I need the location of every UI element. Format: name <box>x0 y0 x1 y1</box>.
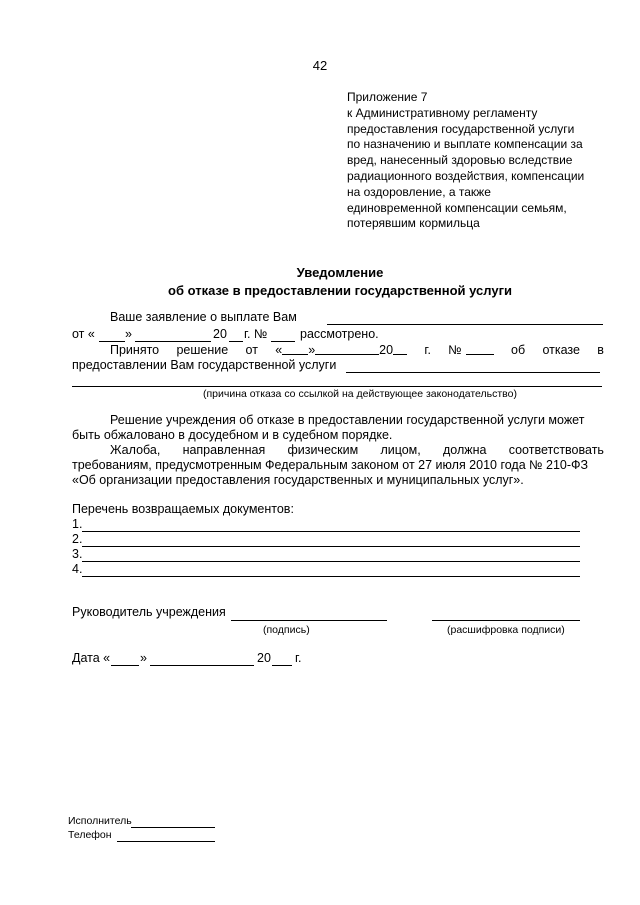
appendix-line: единовременной компенсации семьям, <box>347 200 567 215</box>
signature-decode-blank[interactable] <box>432 620 580 621</box>
doc-blank-line[interactable] <box>82 561 580 562</box>
complaint-word: соответствовать <box>508 443 604 457</box>
doc-blank-line[interactable] <box>82 576 580 577</box>
application-blank-line[interactable] <box>327 324 603 325</box>
phone-label: Телефон <box>68 829 112 841</box>
decision-word: решение <box>176 343 229 357</box>
docs-heading: Перечень возвращаемых документов: <box>72 502 294 516</box>
signature-decode-caption: (расшифровка подписи) <box>447 624 565 636</box>
complaint-word: направленная <box>182 443 266 457</box>
appendix-line: вред, нанесенный здоровью вследствие <box>347 153 573 168</box>
decision-word: № <box>448 343 462 357</box>
reason-caption: (причина отказа со ссылкой на действующее законодательство) <box>203 388 517 400</box>
decision-word: г. <box>424 343 431 357</box>
number-label: г. № <box>244 327 268 341</box>
date-day-blank[interactable] <box>111 665 139 666</box>
date-g: г. <box>295 651 302 665</box>
appeal-text-line1: Решение учреждения об отказе в предоставлении государственной услуги может <box>110 413 585 427</box>
decision-number-group <box>448 343 493 357</box>
complaint-word: должна <box>443 443 487 457</box>
date-from-label: от « <box>72 327 95 341</box>
signature-blank[interactable] <box>231 620 387 621</box>
decision-year-blank[interactable] <box>393 343 407 355</box>
signature-caption: (подпись) <box>263 624 310 636</box>
decision-word: об <box>511 343 526 357</box>
appendix-line: Приложение 7 <box>347 90 428 104</box>
executor-blank[interactable] <box>131 827 215 828</box>
complaint-word: физическим <box>287 443 359 457</box>
date-month-blank[interactable] <box>150 665 254 666</box>
doc-blank-line[interactable] <box>82 531 580 532</box>
appendix-line: радиационного воздействия, компенсации <box>347 168 585 183</box>
complaint-line1 <box>110 443 604 457</box>
doc-number: 1. <box>72 517 83 531</box>
month-blank[interactable] <box>135 341 211 342</box>
executor-label: Исполнитель <box>68 815 132 827</box>
complaint-line3: «Об организации предоставления государственных и муниципальных услуг». <box>72 473 524 487</box>
appendix-line: предоставления государственной услуги <box>347 121 575 136</box>
complaint-line2: требованиям, предусмотренным Федеральным законом от 27 июля 2010 года № 210-ФЗ <box>72 458 589 472</box>
reviewed-text: рассмотрено. <box>300 327 379 341</box>
doc-number: 3. <box>72 547 83 561</box>
decision-word: 20 <box>379 343 394 357</box>
day-blank[interactable] <box>99 341 125 342</box>
decision-word: от <box>245 343 258 357</box>
quote-close: » <box>125 327 132 341</box>
phone-blank[interactable] <box>117 841 215 842</box>
notice-subtitle: об отказе в предоставлении государственной услуги <box>168 283 512 298</box>
appendix-line: потерявшим кормильца <box>347 216 480 231</box>
head-label: Руководитель учреждения <box>72 605 226 619</box>
date-year-blank[interactable] <box>272 665 292 666</box>
notice-title: Уведомление <box>296 265 384 280</box>
decision-line <box>110 343 604 357</box>
complaint-word: лицом, <box>380 443 421 457</box>
decision-word: Принято <box>110 343 160 357</box>
date-quote-close: » <box>140 651 147 665</box>
appeal-text-line2: быть обжаловано в досудебном и в судебном порядке. <box>72 428 393 442</box>
appendix-header <box>347 90 627 232</box>
decision-word: » <box>308 343 316 357</box>
complaint-word: Жалоба, <box>110 443 161 457</box>
year-blank[interactable] <box>229 341 243 342</box>
doc-number: 2. <box>72 532 83 546</box>
appendix-line: к Административному регламенту <box>347 105 538 120</box>
decision-word: « <box>275 343 283 357</box>
date-year-prefix: 20 <box>257 651 271 665</box>
reason-blank-2[interactable] <box>72 386 602 387</box>
reason-blank-1[interactable] <box>346 372 600 373</box>
service-provision-text: предоставлении Вам государственной услуги <box>72 358 337 372</box>
year-prefix: 20 <box>213 327 227 341</box>
date-label: Дата « <box>72 651 111 665</box>
appendix-line: по назначению и выплате компенсации за <box>347 137 583 152</box>
decision-month-blank[interactable] <box>315 343 379 355</box>
appendix-line: на оздоровление, а также <box>347 184 491 199</box>
decision-word: отказе <box>542 343 580 357</box>
doc-number: 4. <box>72 562 83 576</box>
doc-blank-line[interactable] <box>82 546 580 547</box>
number-blank[interactable] <box>271 341 295 342</box>
decision-day-blank[interactable] <box>282 343 308 355</box>
decision-date-group <box>275 343 407 357</box>
decision-word: в <box>597 343 604 357</box>
decision-number-blank[interactable] <box>466 343 494 355</box>
page-number: 42 <box>312 58 328 73</box>
application-text: Ваше заявление о выплате Вам <box>110 310 297 324</box>
